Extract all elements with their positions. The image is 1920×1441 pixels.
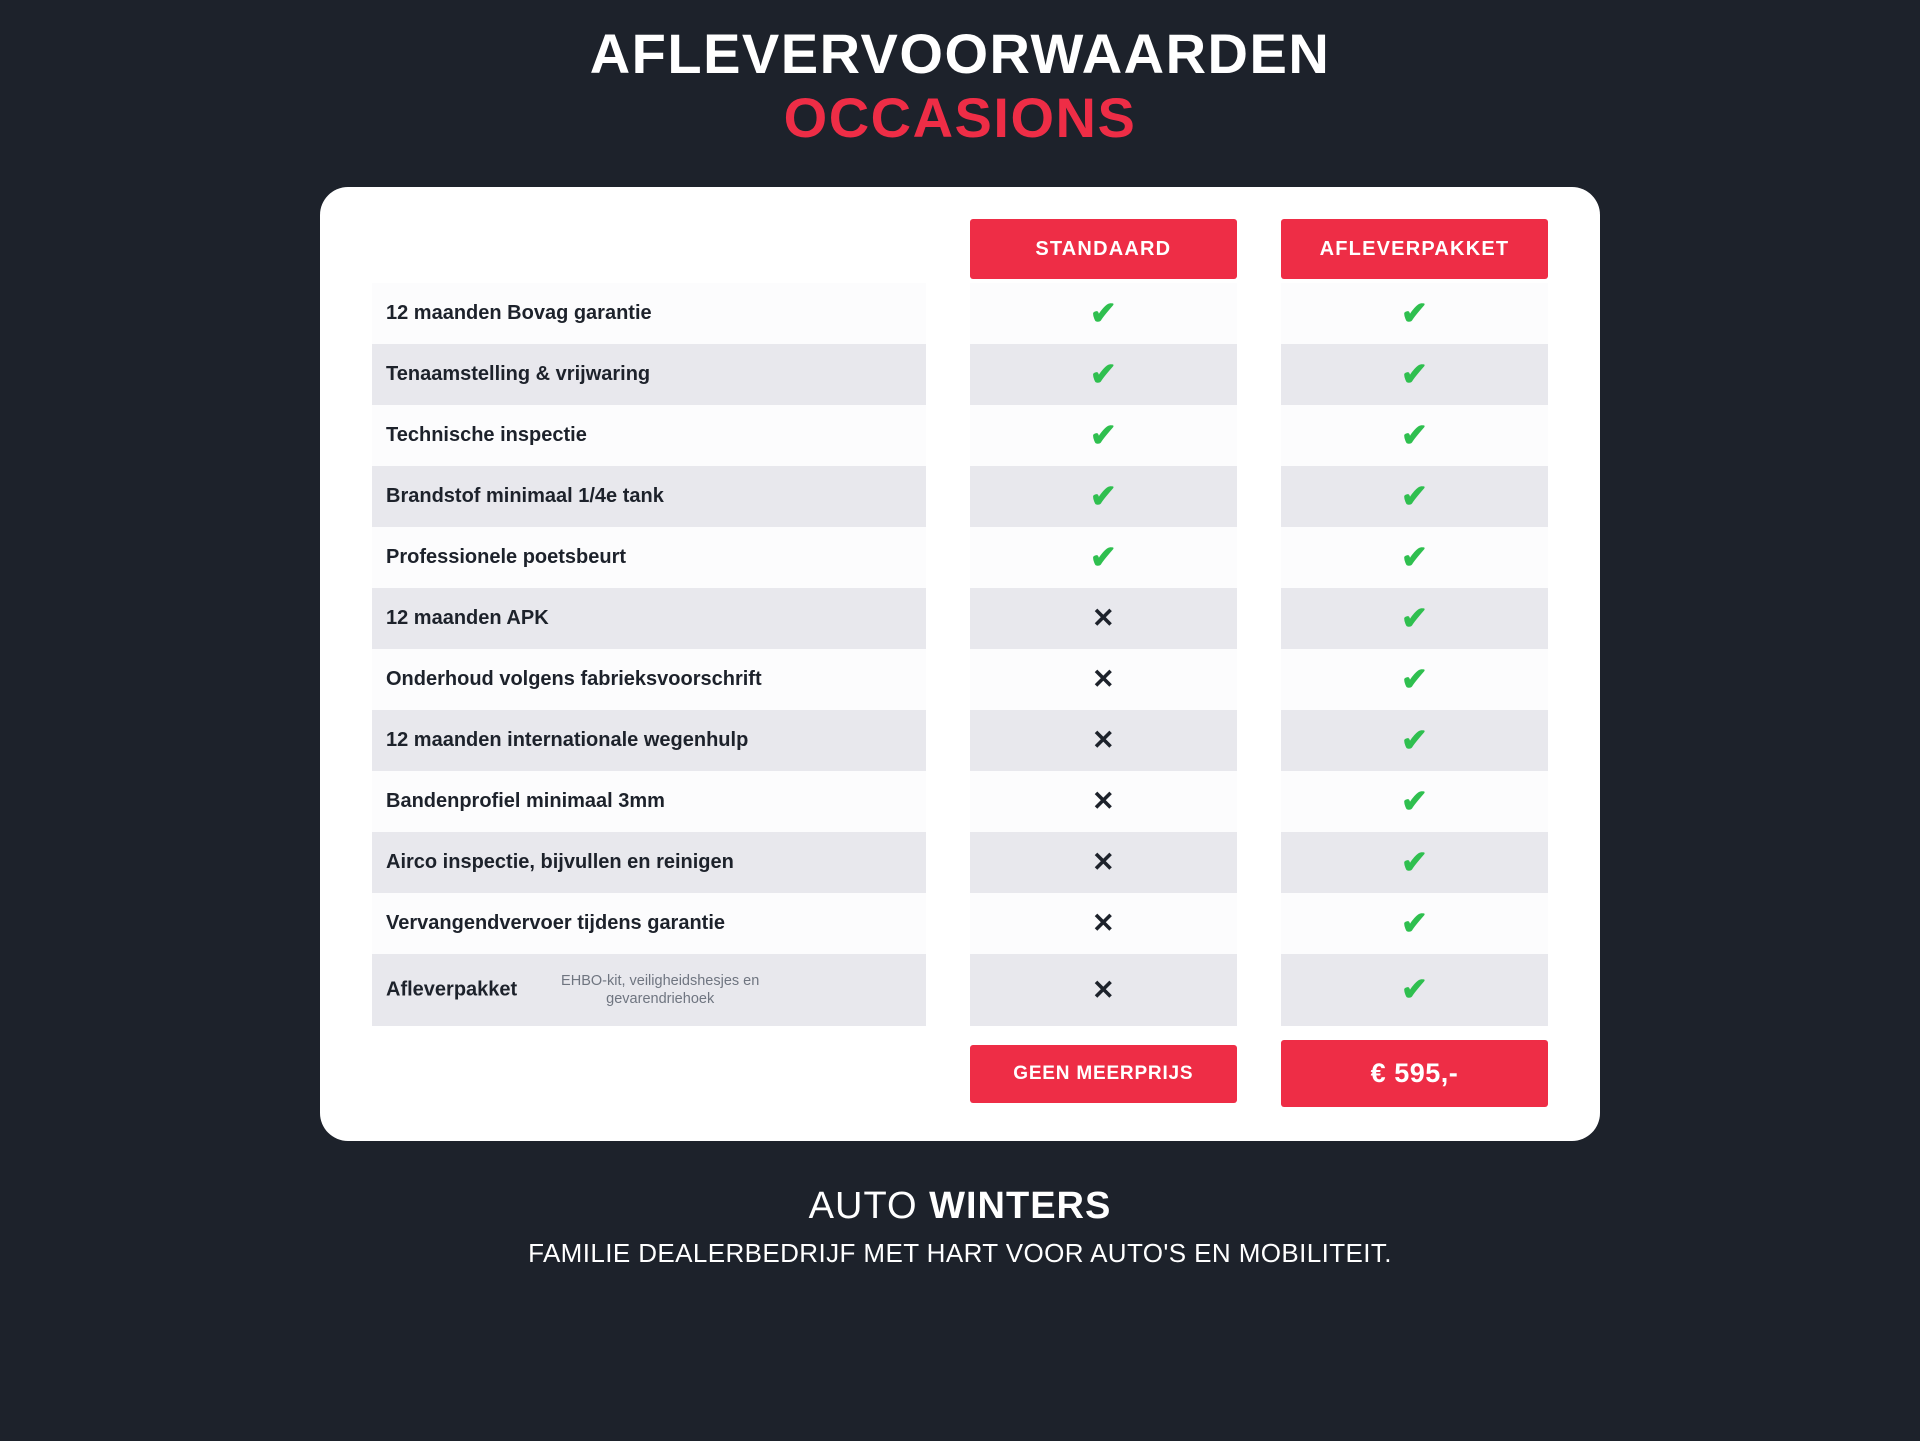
mark-cell-afleverpakket [1281, 832, 1548, 893]
mark-cell-standaard [970, 893, 1237, 954]
cross-icon: ✕ [1091, 908, 1115, 939]
mark-cell-afleverpakket [1281, 588, 1548, 649]
column-gap [1237, 893, 1281, 954]
row-label [372, 405, 926, 466]
cross-icon: ✕ [1091, 603, 1115, 634]
row-label-text: 12 maanden Bovag garantie [386, 301, 652, 324]
column-gap [926, 527, 970, 588]
column-header-standaard-label: STANDAARD [970, 219, 1237, 279]
column-gap [926, 710, 970, 771]
table-row [372, 527, 1548, 588]
table-row [372, 588, 1548, 649]
row-label [372, 771, 926, 832]
mark-cell-standaard [970, 344, 1237, 405]
check-icon: ✔ [1401, 599, 1428, 636]
mark-cell-afleverpakket [1281, 466, 1548, 527]
page-title-line1: AFLEVERVOORWAARDEN [589, 22, 1331, 85]
row-label-text: Vervangendvervoer tijdens garantie [386, 911, 726, 934]
table-row [372, 283, 1548, 344]
table-row [372, 649, 1548, 710]
row-label [372, 527, 926, 588]
brand-name [528, 1185, 1392, 1228]
mark-cell-afleverpakket [1281, 283, 1548, 344]
column-header-afleverpakket [1281, 215, 1548, 283]
column-gap [926, 893, 970, 954]
check-icon: ✔ [1401, 294, 1428, 331]
column-gap [926, 832, 970, 893]
check-icon: ✔ [1401, 416, 1428, 453]
column-gap [926, 954, 970, 1026]
table-body [372, 283, 1548, 1026]
comparison-card [320, 187, 1600, 1141]
table-foot [372, 1026, 1548, 1107]
cross-icon: ✕ [1091, 974, 1115, 1005]
column-gap [1237, 466, 1281, 527]
check-icon: ✔ [1089, 294, 1117, 331]
cross-icon: ✕ [1091, 847, 1115, 878]
row-label [372, 466, 926, 527]
column-gap [926, 466, 970, 527]
column-gap [926, 771, 970, 832]
price-cell-afleverpakket [1281, 1026, 1548, 1107]
check-icon: ✔ [1089, 355, 1117, 392]
row-label [372, 649, 926, 710]
header [0, 22, 1920, 151]
column-gap [926, 283, 970, 344]
mark-cell-standaard [970, 710, 1237, 771]
row-label-text: 12 maanden APK [386, 606, 549, 629]
table-row [372, 710, 1548, 771]
mark-cell-afleverpakket [1281, 710, 1548, 771]
cross-icon: ✕ [1091, 725, 1115, 756]
row-label-text: Professionele poetsbeurt [386, 545, 627, 568]
row-label-text: Brandstof minimaal 1/4e tank [386, 484, 664, 507]
row-label-text: Onderhoud volgens fabrieksvoorschrift [386, 667, 762, 690]
footer [528, 1185, 1392, 1269]
check-icon: ✔ [1401, 355, 1428, 392]
price-afleverpakket: € 595,- [1281, 1040, 1548, 1107]
table-head [372, 215, 1548, 283]
table-row [372, 832, 1548, 893]
mark-cell-afleverpakket [1281, 893, 1548, 954]
row-label [372, 344, 926, 405]
row-label-text: Technische inspectie [386, 423, 587, 446]
footer-tagline: FAMILIE DEALERBEDRIJF MET HART VOOR AUTO'S EN MOBILITEIT. [528, 1238, 1392, 1269]
brand-name-bold: WINTERS [929, 1185, 1112, 1228]
column-gap [1237, 527, 1281, 588]
check-icon: ✔ [1401, 477, 1428, 514]
column-gap [1237, 405, 1281, 466]
mark-cell-standaard [970, 588, 1237, 649]
row-label [372, 710, 926, 771]
mark-cell-afleverpakket [1281, 405, 1548, 466]
column-gap [1237, 283, 1281, 344]
check-icon: ✔ [1089, 538, 1117, 575]
row-label [372, 893, 926, 954]
table-row [372, 405, 1548, 466]
row-label [372, 283, 926, 344]
mark-cell-standaard [970, 954, 1237, 1026]
column-gap [926, 405, 970, 466]
mark-cell-standaard [970, 283, 1237, 344]
row-label-text: Bandenprofiel minimaal 3mm [386, 789, 665, 812]
price-cell-standaard [970, 1026, 1237, 1107]
check-icon: ✔ [1401, 904, 1428, 941]
table-row [372, 771, 1548, 832]
row-label-note: EHBO-kit, veiligheidshesjes en gevarendriehoek [561, 972, 760, 1007]
check-icon: ✔ [1401, 782, 1428, 819]
check-icon: ✔ [1401, 843, 1428, 880]
row-label [372, 588, 926, 649]
comparison-table [372, 215, 1548, 1107]
row-label [372, 832, 926, 893]
price-standaard: GEEN MEERPRIJS [970, 1045, 1237, 1103]
table-row [372, 893, 1548, 954]
mark-cell-standaard [970, 832, 1237, 893]
table-row [372, 954, 1548, 1026]
mark-cell-afleverpakket [1281, 771, 1548, 832]
mark-cell-afleverpakket [1281, 649, 1548, 710]
check-icon: ✔ [1089, 416, 1117, 453]
row-label [372, 954, 926, 1026]
column-gap [1237, 588, 1281, 649]
row-label-text: 12 maanden internationale wegenhulp [386, 728, 749, 751]
mark-cell-standaard [970, 649, 1237, 710]
column-gap [1237, 344, 1281, 405]
column-header-standaard [970, 215, 1237, 283]
check-icon: ✔ [1089, 477, 1117, 514]
check-icon: ✔ [1401, 660, 1428, 697]
table-head-feature [372, 215, 926, 283]
mark-cell-afleverpakket [1281, 954, 1548, 1026]
mark-cell-standaard [970, 466, 1237, 527]
cross-icon: ✕ [1091, 664, 1115, 695]
column-gap [1237, 649, 1281, 710]
brand-name-light: AUTO [808, 1185, 918, 1228]
column-gap [926, 588, 970, 649]
row-label-text: Tenaamstelling & vrijwaring [386, 362, 651, 385]
check-icon: ✔ [1401, 721, 1428, 758]
mark-cell-standaard [970, 405, 1237, 466]
column-gap [1237, 771, 1281, 832]
column-gap [1237, 710, 1281, 771]
cross-icon: ✕ [1091, 786, 1115, 817]
mark-cell-afleverpakket [1281, 527, 1548, 588]
column-gap [1237, 954, 1281, 1026]
column-gap [1237, 832, 1281, 893]
mark-cell-standaard [970, 771, 1237, 832]
mark-cell-afleverpakket [1281, 344, 1548, 405]
page-title-line2: OCCASIONS [783, 86, 1137, 150]
check-icon: ✔ [1401, 971, 1428, 1008]
row-label-text: Airco inspectie, bijvullen en reinigen [386, 850, 734, 873]
row-label-text: Afleverpakket [386, 978, 518, 1001]
column-gap [926, 344, 970, 405]
mark-cell-standaard [970, 527, 1237, 588]
table-row [372, 344, 1548, 405]
column-gap [926, 649, 970, 710]
check-icon: ✔ [1401, 538, 1428, 575]
table-row [372, 466, 1548, 527]
column-header-afleverpakket-label: AFLEVERPAKKET [1281, 219, 1548, 279]
